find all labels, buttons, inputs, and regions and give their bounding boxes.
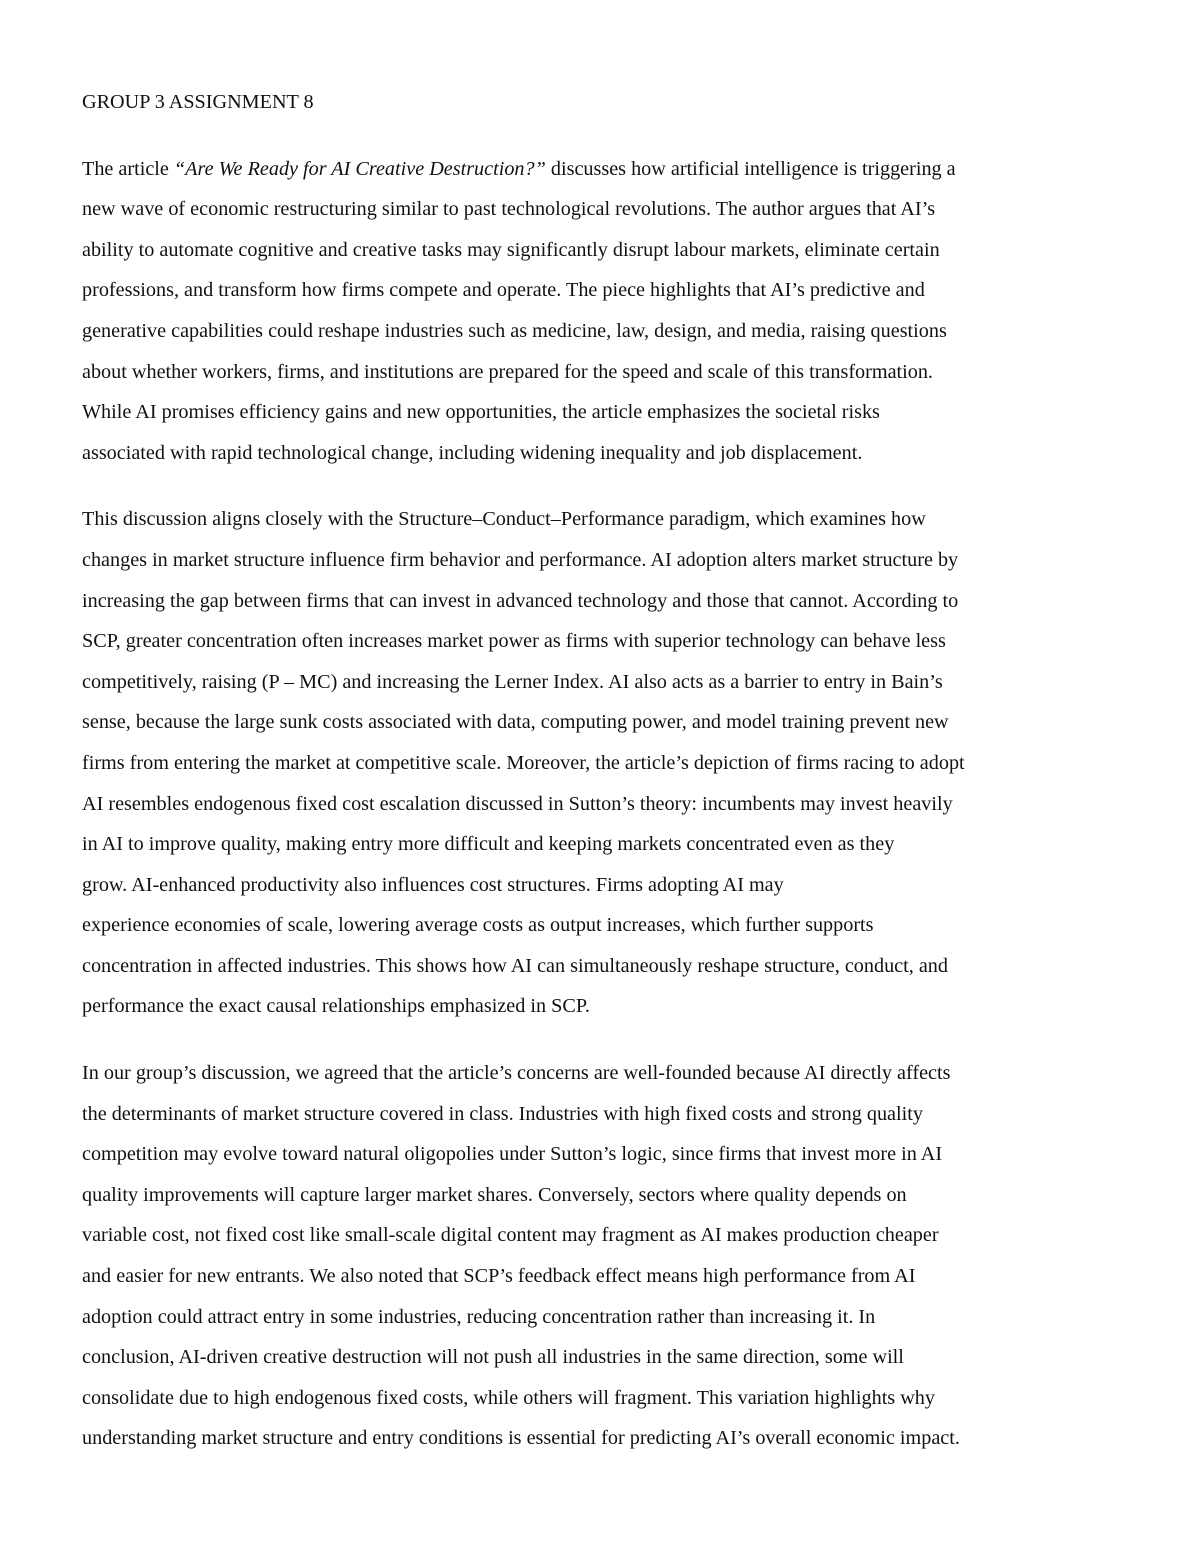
paragraph-line: associated with rapid technological change, including widening inequality and job displacement. bbox=[82, 441, 863, 464]
paragraph-line: increasing the gap between firms that can invest in advanced technology and those that cannot. According to bbox=[82, 589, 959, 612]
paragraph-line: generative capabilities could reshape industries such as medicine, law, design, and media, raising questions bbox=[82, 319, 947, 342]
paragraph-line: performance the exact causal relationships emphasized in SCP. bbox=[82, 995, 590, 1018]
paragraph-line bbox=[82, 149, 1118, 190]
paragraph-scp-analysis bbox=[82, 499, 1118, 1027]
paragraph-line: in AI to improve quality, making entry more difficult and keeping markets concentrated even as they bbox=[82, 833, 895, 856]
paragraph-line: grow. AI-enhanced productivity also influences cost structures. Firms adopting AI may bbox=[82, 873, 784, 896]
paragraph-line: competition may evolve toward natural oligopolies under Sutton’s logic, since firms that invest more in AI bbox=[82, 1143, 943, 1166]
paragraph-line: conclusion, AI-driven creative destruction will not push all industries in the same direction, some will bbox=[82, 1346, 904, 1369]
paragraph-line: variable cost, not fixed cost like small-scale digital content may fragment as AI makes production cheaper bbox=[82, 1224, 939, 1247]
paragraph-line: competitively, raising (P – MC) and increasing the Lerner Index. AI also acts as a barrier to entry in Bain’s bbox=[82, 670, 943, 693]
paragraph-line: In our group’s discussion, we agreed that the article’s concerns are well-founded because AI directly affects bbox=[82, 1062, 951, 1085]
article-title: “Are We Ready for AI Creative Destruction?” bbox=[173, 157, 546, 180]
paragraph-group-discussion bbox=[82, 1053, 1118, 1459]
paragraph-line: ability to automate cognitive and creative tasks may significantly disrupt labour markets, eliminate certain bbox=[82, 238, 940, 261]
document-heading: GROUP 3 ASSIGNMENT 8 bbox=[82, 91, 314, 113]
text-run: discusses how artificial intelligence is triggering a bbox=[545, 157, 956, 180]
paragraph-line: firms from entering the market at competitive scale. Moreover, the article’s depiction of firms racing to adopt bbox=[82, 751, 965, 774]
paragraph-line: professions, and transform how firms compete and operate. The piece highlights that AI’s predictive and bbox=[82, 279, 925, 302]
paragraph-line: the determinants of market structure covered in class. Industries with high fixed costs and strong quality bbox=[82, 1102, 923, 1125]
paragraph-line: quality improvements will capture larger market shares. Conversely, sectors where quality depends on bbox=[82, 1183, 907, 1206]
paragraph-line: about whether workers, firms, and institutions are prepared for the speed and scale of this transformation. bbox=[82, 360, 933, 383]
paragraph-line: AI resembles endogenous fixed cost escalation discussed in Sutton’s theory: incumbents may invest heavily bbox=[82, 792, 953, 815]
document-page bbox=[82, 82, 1118, 1459]
paragraph-line: new wave of economic restructuring similar to past technological revolutions. The author argues that AI’s bbox=[82, 198, 936, 221]
paragraph-line: While AI promises efficiency gains and new opportunities, the article emphasizes the societal risks bbox=[82, 401, 880, 424]
paragraph-line: concentration in affected industries. This shows how AI can simultaneously reshape structure, conduct, and bbox=[82, 954, 948, 977]
paragraph-line: This discussion aligns closely with the Structure–Conduct–Performance paradigm, which examines how bbox=[82, 508, 926, 531]
paragraph-line: consolidate due to high endogenous fixed costs, while others will fragment. This variation highlights why bbox=[82, 1386, 935, 1409]
paragraph-line: and easier for new entrants. We also noted that SCP’s feedback effect means high performance from AI bbox=[82, 1265, 916, 1288]
paragraph-line: sense, because the large sunk costs associated with data, computing power, and model training prevent new bbox=[82, 711, 949, 734]
text-run: The article bbox=[82, 157, 174, 180]
paragraph-line: understanding market structure and entry conditions is essential for predicting AI’s overall economic impact. bbox=[82, 1427, 960, 1450]
paragraph-line: changes in market structure influence firm behavior and performance. AI adoption alters market structure by bbox=[82, 548, 959, 571]
paragraph-summary bbox=[82, 149, 1118, 474]
paragraph-line: experience economies of scale, lowering average costs as output increases, which further supports bbox=[82, 914, 874, 937]
paragraph-line: adoption could attract entry in some industries, reducing concentration rather than increasing it. In bbox=[82, 1305, 876, 1328]
paragraph-line: SCP, greater concentration often increases market power as firms with superior technology can behave less bbox=[82, 630, 946, 653]
